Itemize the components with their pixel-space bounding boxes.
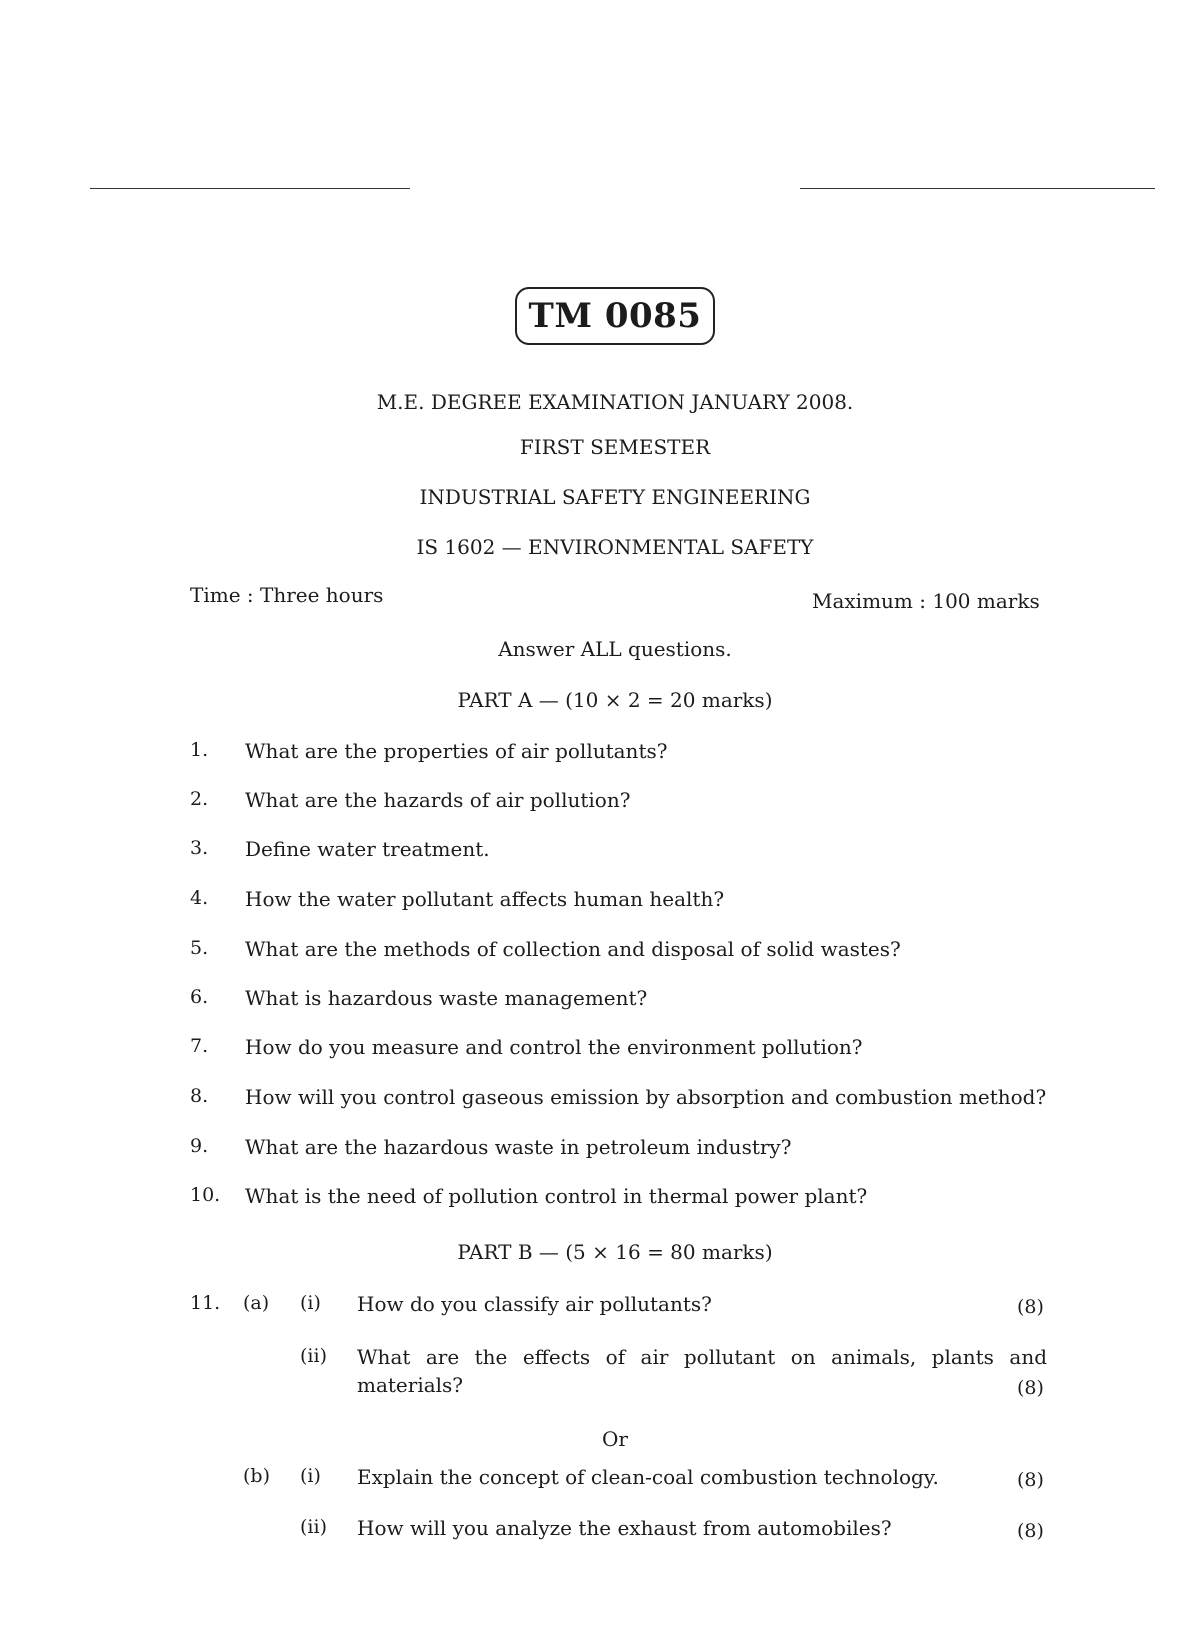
question-text: What are the hazards of air pollution? — [245, 788, 631, 812]
question-number: 11. — [190, 1292, 221, 1314]
or-divider: Or — [602, 1427, 628, 1451]
question-number: 1. — [190, 739, 209, 761]
question-text: How do you measure and control the environment pollution? — [245, 1035, 863, 1059]
question-number: 2. — [190, 788, 209, 810]
marks: (8) — [1017, 1520, 1044, 1542]
question-text: What are the methods of collection and disposal of solid wastes? — [245, 937, 901, 961]
paper-code-box — [515, 287, 715, 345]
question-text-line2: materials? — [357, 1373, 464, 1397]
part-a-title: PART A — (10 × 2 = 20 marks) — [457, 688, 773, 712]
question-text: Define water treatment. — [245, 837, 490, 861]
sub-label-b: (b) — [243, 1465, 270, 1487]
roman-label: (ii) — [300, 1345, 327, 1367]
marks: (8) — [1017, 1296, 1044, 1318]
sub-label-a: (a) — [243, 1292, 270, 1314]
roman-label: (ii) — [300, 1516, 327, 1538]
question-number: 3. — [190, 837, 209, 859]
question-number: 8. — [190, 1085, 209, 1107]
top-rule-left — [90, 188, 410, 189]
course-title: IS 1602 — ENVIRONMENTAL SAFETY — [416, 535, 814, 559]
question-text: What is hazardous waste management? — [245, 986, 648, 1010]
question-number: 4. — [190, 887, 209, 909]
top-rule-right — [800, 188, 1155, 189]
instruction: Answer ALL questions. — [498, 637, 732, 661]
question-number: 6. — [190, 986, 209, 1008]
part-b-title: PART B — (5 × 16 = 80 marks) — [457, 1240, 773, 1264]
marks: (8) — [1017, 1469, 1044, 1491]
roman-label: (i) — [300, 1465, 321, 1487]
question-text: How will you control gaseous emission by absorption and combustion method? — [245, 1085, 1047, 1109]
question-text: What are the properties of air pollutants? — [245, 739, 668, 763]
marks: (8) — [1017, 1377, 1044, 1399]
question-text: How will you analyze the exhaust from automobiles? — [357, 1516, 892, 1540]
exam-title: M.E. DEGREE EXAMINATION JANUARY 2008. — [376, 390, 854, 414]
question-text: What is the need of pollution control in thermal power plant? — [245, 1184, 868, 1208]
maximum-marks: Maximum : 100 marks — [812, 589, 1040, 613]
question-number: 7. — [190, 1035, 209, 1057]
question-number: 9. — [190, 1135, 209, 1157]
semester: FIRST SEMESTER — [519, 435, 711, 459]
time-allowed: Time : Three hours — [190, 583, 384, 607]
question-text: How the water pollutant affects human health? — [245, 887, 725, 911]
question-number: 10. — [190, 1184, 221, 1206]
paper-code: TM 0085 — [528, 296, 702, 336]
question-text: What are the hazardous waste in petroleum industry? — [245, 1135, 792, 1159]
question-text-line1: What are the effects of air pollutant on animals, plants and — [357, 1345, 1047, 1369]
question-number: 5. — [190, 937, 209, 959]
programme: INDUSTRIAL SAFETY ENGINEERING — [419, 485, 811, 509]
question-text: Explain the concept of clean-coal combustion technology. — [357, 1465, 939, 1489]
question-text: How do you classify air pollutants? — [357, 1292, 712, 1316]
roman-label: (i) — [300, 1292, 321, 1314]
